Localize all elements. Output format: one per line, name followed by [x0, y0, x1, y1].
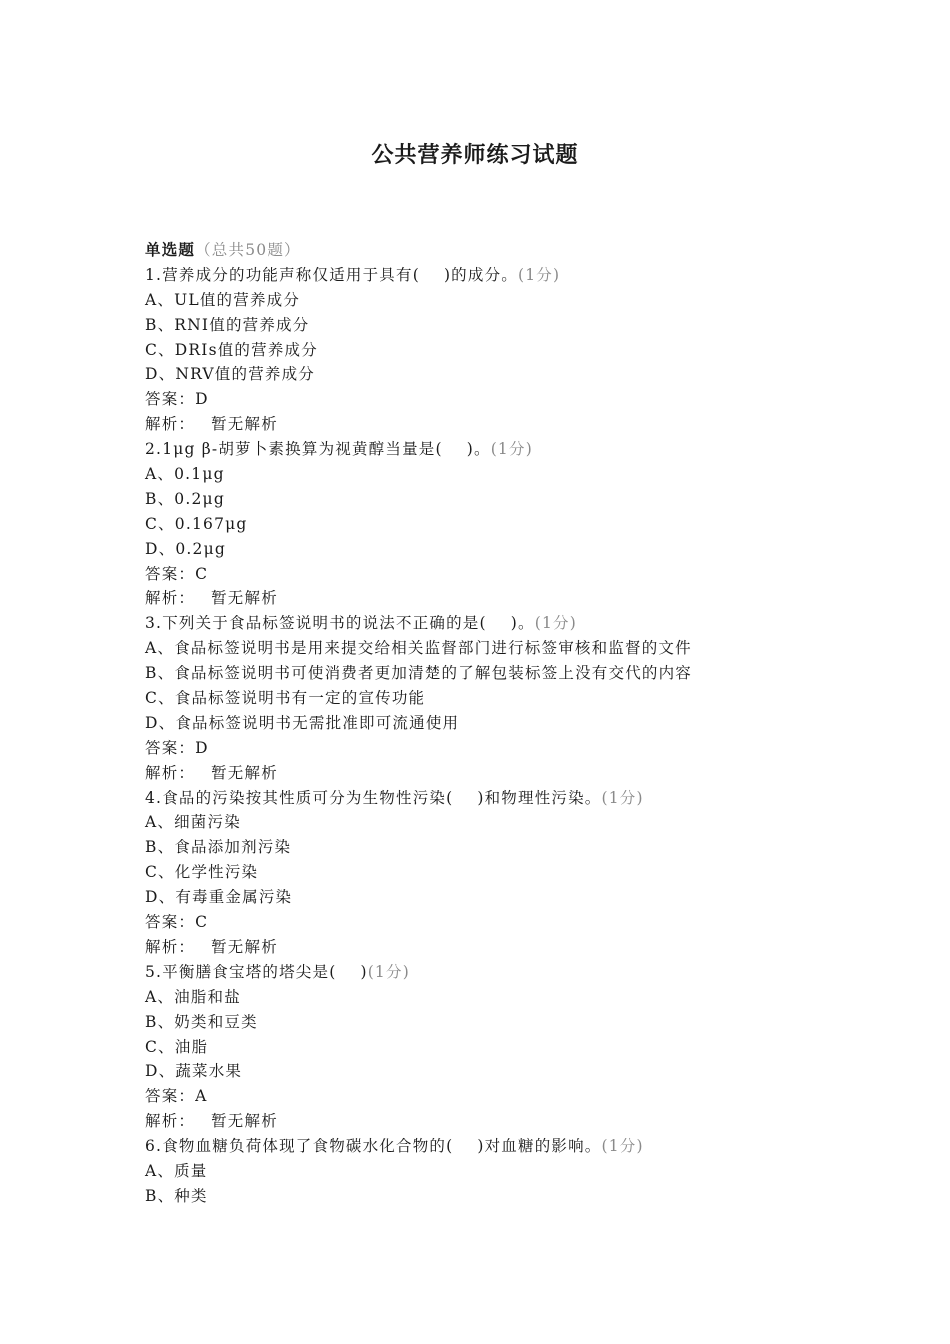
option-c: C、食品标签说明书有一定的宣传功能 [145, 689, 426, 708]
analysis-label: 解析： [145, 589, 196, 608]
option-d: D、NRV值的营养成分 [145, 365, 316, 384]
option-c: C、DRIs值的营养成分 [145, 340, 318, 359]
option-a: A、食品标签说明书是用来提交给相关监督部门进行标签审核和监督的文件 [145, 639, 692, 658]
analysis-value: 暂无解析 [211, 937, 278, 956]
answer-label: 答案： [145, 738, 196, 757]
answer-value: C [195, 564, 209, 583]
analysis-label: 解析： [145, 763, 196, 782]
option-a: A、0.1μg [145, 465, 225, 484]
option-b: B、0.2μg [145, 489, 225, 508]
analysis-label: 解析： [145, 415, 196, 434]
section-header [145, 238, 805, 263]
analysis-line [145, 761, 805, 786]
question-stem-after: )对血糖的影响。 [477, 1137, 602, 1156]
answer-line [145, 387, 805, 412]
option-b: B、奶类和豆类 [145, 1012, 258, 1031]
question-stem-after: )的成分。 [443, 265, 518, 284]
question-stem-after: )。 [510, 614, 535, 633]
answer-line [145, 562, 805, 587]
option-b: B、食品添加剂污染 [145, 838, 292, 857]
question-score: (1分) [518, 265, 561, 284]
answer-label: 答案： [145, 913, 196, 932]
question-stem [145, 960, 805, 985]
answer-label: 答案： [145, 564, 196, 583]
document-title: 公共营养师练习试题 [371, 142, 579, 168]
option-b: B、种类 [145, 1186, 208, 1205]
question-score: (1分) [601, 788, 644, 807]
option-c: C、化学性污染 [145, 863, 259, 882]
option-c: C、0.167μg [145, 514, 248, 533]
question-list [145, 238, 805, 1209]
question-stem [145, 786, 805, 811]
answer-value: D [195, 738, 209, 757]
question-stem-after: ) [360, 962, 368, 981]
option-a: A、细菌污染 [145, 813, 241, 832]
section-name: 单选题 [145, 240, 196, 259]
answer-line [145, 736, 805, 761]
analysis-value: 暂无解析 [211, 415, 278, 434]
question-stem [145, 1134, 805, 1159]
question-score: (1分) [490, 440, 533, 459]
analysis-label: 解析： [145, 1112, 196, 1131]
analysis-line [145, 935, 805, 960]
section-meta: （总共50题） [195, 241, 301, 259]
analysis-line [145, 586, 805, 611]
option-c: C、油脂 [145, 1037, 209, 1056]
option-a: A、UL值的营养成分 [145, 290, 301, 309]
analysis-line [145, 412, 805, 437]
answer-line [145, 910, 805, 935]
question-stem-before: 3.下列关于食品标签说明书的说法不正确的是( [145, 614, 487, 633]
option-d: D、食品标签说明书无需批准即可流通使用 [145, 713, 460, 732]
answer-value: D [195, 390, 209, 409]
question-stem-after: )和物理性污染。 [477, 788, 602, 807]
option-a: A、质量 [145, 1161, 208, 1180]
option-a: A、油脂和盐 [145, 987, 241, 1006]
question-stem-before: 5.平衡膳食宝塔的塔尖是( [145, 962, 337, 981]
question-score: (1分) [534, 614, 577, 633]
answer-value: A [195, 1087, 208, 1106]
question-score: (1分) [601, 1137, 644, 1156]
answer-line [145, 1084, 805, 1109]
question-stem [145, 437, 805, 462]
question-stem-after: )。 [466, 440, 491, 459]
question-stem-before: 1.营养成分的功能声称仅适用于具有( [145, 265, 420, 284]
analysis-value: 暂无解析 [211, 589, 278, 608]
answer-label: 答案： [145, 390, 196, 409]
option-b: B、RNI值的营养成分 [145, 315, 310, 334]
question-stem [145, 263, 805, 288]
option-d: D、蔬菜水果 [145, 1062, 243, 1081]
question-stem-before: 6.食物血糖负荷体现了食物碳水化合物的( [145, 1137, 454, 1156]
answer-label: 答案： [145, 1087, 196, 1106]
question-score: (1分) [367, 962, 410, 981]
question-stem-before: 2.1μg β-胡萝卜素换算为视黄醇当量是( [145, 440, 443, 459]
analysis-value: 暂无解析 [211, 1112, 278, 1131]
option-b: B、食品标签说明书可使消费者更加清楚的了解包装标签上没有交代的内容 [145, 664, 692, 683]
analysis-line [145, 1109, 805, 1134]
option-d: D、0.2μg [145, 539, 226, 558]
analysis-value: 暂无解析 [211, 763, 278, 782]
analysis-label: 解析： [145, 937, 196, 956]
answer-value: C [195, 913, 209, 932]
question-stem-before: 4.食品的污染按其性质可分为生物性污染( [145, 788, 454, 807]
option-d: D、有毒重金属污染 [145, 888, 293, 907]
question-stem [145, 611, 805, 636]
